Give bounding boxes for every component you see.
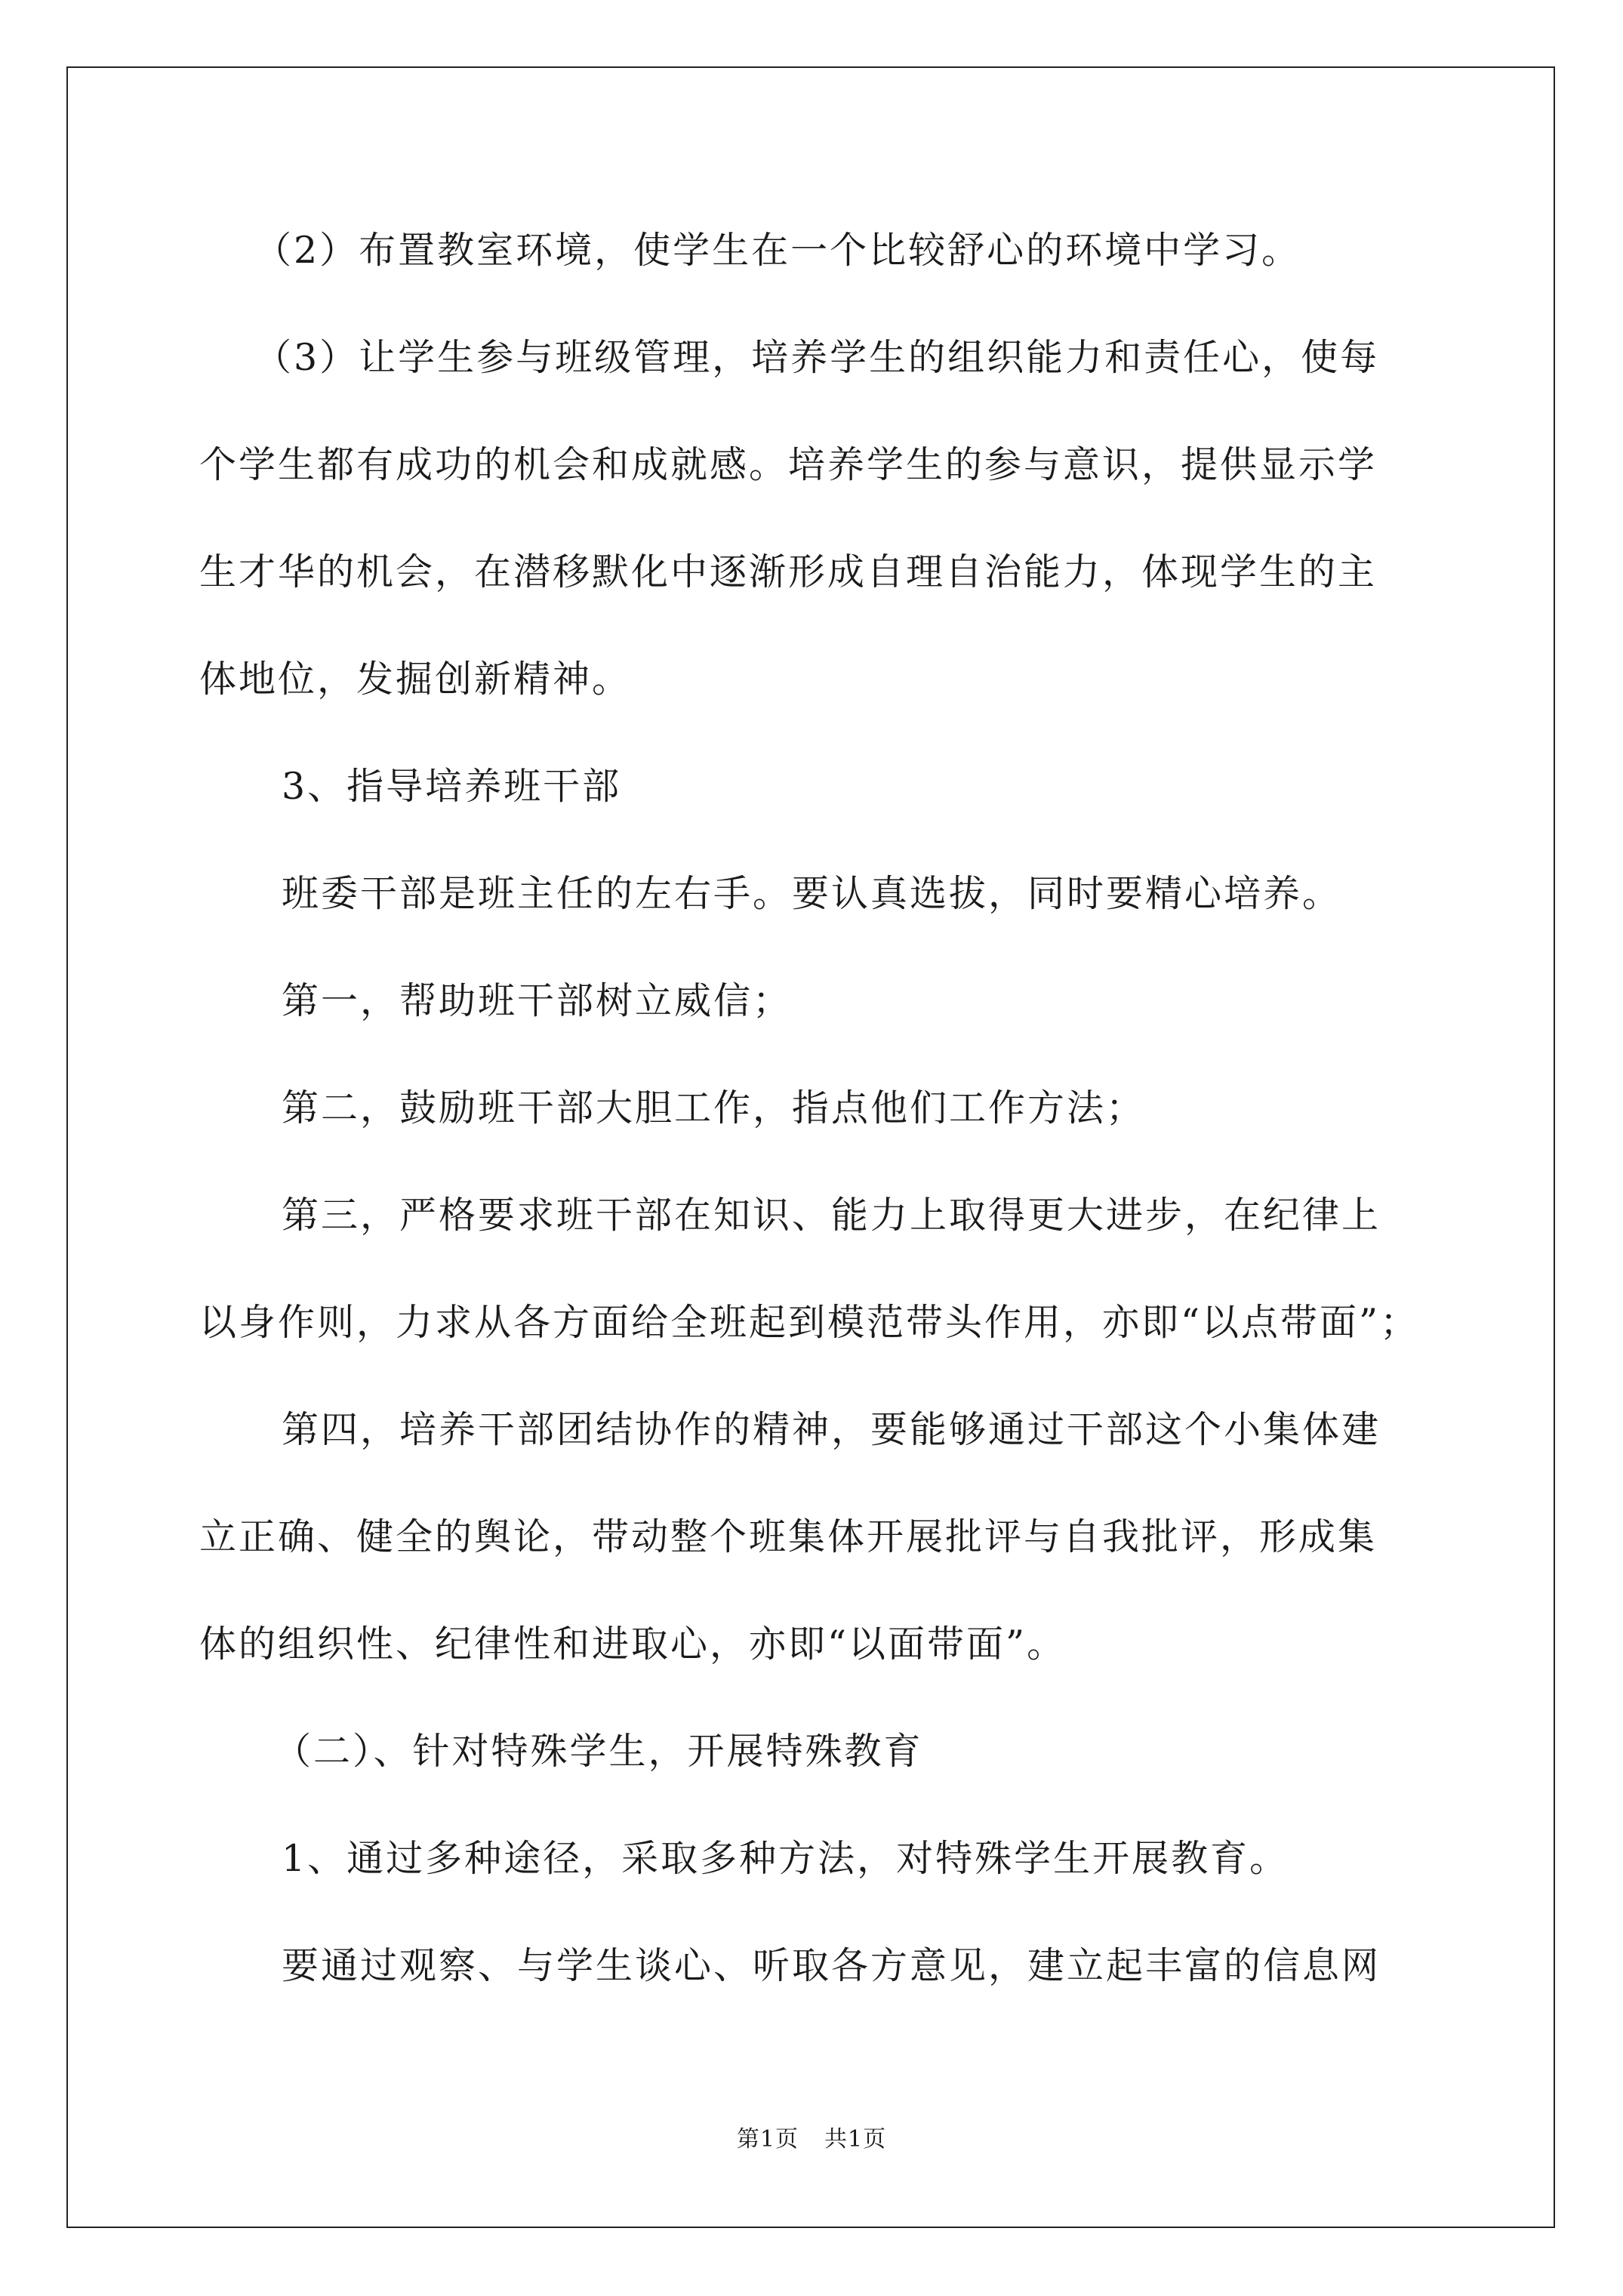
paragraph-line: 体的组织性、纪律性和进取心，亦即“以面带面”。 xyxy=(199,1623,1067,1666)
paragraph-line: 1、通过多种途径，采取多种方法，对特殊学生开展教育。 xyxy=(282,1837,1289,1880)
paragraph-line: 生才华的机会，在潜移默化中逐渐形成自理自治能力，体现学生的主 xyxy=(199,550,1378,593)
paragraph-line: 立正确、健全的舆论，带动整个班集体开展批评与自我批评，形成集 xyxy=(199,1515,1378,1558)
page-number-total: 共1页 xyxy=(824,2126,887,2153)
page-border xyxy=(66,66,1555,2228)
paragraph-line: 第一，帮助班干部树立威信； xyxy=(282,979,793,1022)
paragraph-line: 第三，严格要求班干部在知识、能力上取得更大进步，在纪律上 xyxy=(282,1194,1381,1237)
paragraph-line: 第四，培养干部团结协作的精神，要能够通过干部这个小集体建 xyxy=(282,1408,1381,1451)
paragraph-line: （2）布置教室环境，使学生在一个比较舒心的环境中学习。 xyxy=(254,229,1301,272)
paragraph-line: （3）让学生参与班级管理，培养学生的组织能力和责任心，使每 xyxy=(254,336,1380,379)
section-heading: 3、指导培养班干部 xyxy=(282,765,622,808)
paragraph-line: 体地位，发掘创新精神。 xyxy=(199,658,632,701)
paragraph-line: 第二，鼓励班干部大胆工作，指点他们工作方法； xyxy=(282,1086,1146,1130)
page-number-current: 第1页 xyxy=(736,2126,799,2153)
page-footer xyxy=(0,2125,1623,2155)
paragraph-line: 要通过观察、与学生谈心、听取各方意见，建立起丰富的信息网 xyxy=(282,1944,1381,1987)
paragraph-line: 个学生都有成功的机会和成就感。培养学生的参与意识，提供显示学 xyxy=(199,443,1378,486)
paragraph-line: 以身作则，力求从各方面给全班起到模范带头作用，亦即“以点带面”； xyxy=(199,1301,1420,1344)
paragraph-line: 班委干部是班主任的左右手。要认真选拔，同时要精心培养。 xyxy=(282,872,1342,915)
section-heading: （二）、针对特殊学生，开展特殊教育 xyxy=(274,1730,923,1773)
